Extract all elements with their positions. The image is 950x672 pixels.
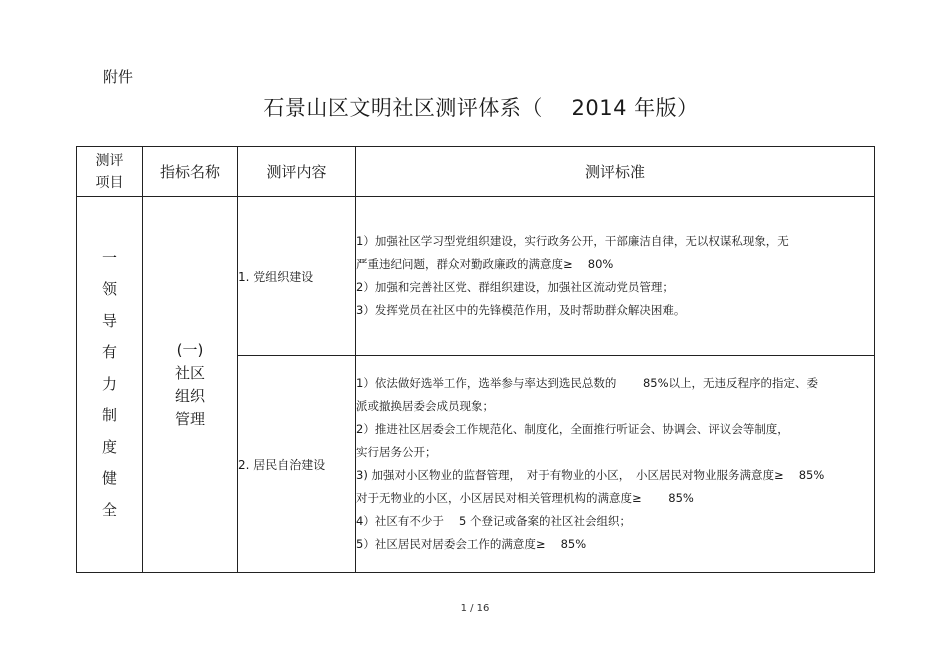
indicator-line: 管理 <box>174 409 205 428</box>
table-row <box>77 197 875 356</box>
standard-cell <box>356 197 875 356</box>
indicator-text <box>143 339 237 431</box>
standard-line: 5）社区居民对居委会工作的满意度≥ 85% <box>356 537 587 551</box>
category-char: 健 <box>101 469 117 488</box>
evaluation-table <box>76 146 875 573</box>
standard-line: 对于无物业的小区，小区居民对相关管理机构的满意度≥ 85% <box>356 491 694 505</box>
content-cell: 1. 党组织建设 <box>238 197 356 356</box>
header-standard: 测评标准 <box>356 147 875 197</box>
indicator-line: 组织 <box>174 386 205 405</box>
attachment-label: 附件 <box>103 68 134 86</box>
header-item-line1: 测评 <box>95 152 124 169</box>
category-char: 一 <box>101 248 117 267</box>
standard-cell <box>356 356 875 573</box>
header-content: 测评内容 <box>238 147 356 197</box>
category-text <box>77 243 142 527</box>
category-char: 有 <box>101 343 117 362</box>
category-char: 度 <box>101 437 117 456</box>
category-char: 制 <box>101 406 117 425</box>
standard-line: 1）加强社区学习型党组织建设，实行政务公开，干部廉洁自律，无以权谋私现象，无 <box>356 234 789 248</box>
standard-line: 1）依法做好选举工作，选举参与率达到选民总数的 85%以上，无违反程序的指定、委 <box>356 376 819 390</box>
page-indicator: 1 / 16 <box>460 603 490 614</box>
category-char: 力 <box>101 374 117 393</box>
standard-line: 4）社区有不少于 5 个登记或备案的社区社会组织； <box>356 514 631 528</box>
header-item-line2: 项目 <box>95 174 124 191</box>
header-row <box>77 147 875 197</box>
standard-line: 2）加强和完善社区党、群组织建设，加强社区流动党员管理； <box>356 280 674 294</box>
standard-line: 2）推进社区居委会工作规范化、制度化，全面推行听证会、协调会、评议会等制度， <box>356 422 789 436</box>
standard-line: 严重违纪问题，群众对勤政廉政的满意度≥ 80% <box>356 257 614 271</box>
category-char: 全 <box>101 500 117 519</box>
standard-line: 3）发挥党员在社区中的先锋模范作用，及时帮助群众解决困难。 <box>356 303 686 317</box>
document-title: 石景山区文明社区测评体系（ 2014 年版） <box>263 96 699 120</box>
standard-line: 实行居务公开； <box>356 445 437 459</box>
category-char: 导 <box>101 311 117 330</box>
indicator-line: (一) <box>176 340 204 359</box>
category-char: 领 <box>101 280 117 299</box>
standard-line: 派或撤换居委会成员现象； <box>356 399 494 413</box>
category-cell <box>77 197 143 573</box>
header-item <box>77 147 143 197</box>
indicator-line: 社区 <box>174 363 205 382</box>
header-indicator: 指标名称 <box>143 147 238 197</box>
standard-line: 3) 加强对小区物业的监督管理， 对于有物业的小区， 小区居民对物业服务满意度≥ 85% <box>356 468 825 482</box>
content-cell: 2. 居民自治建设 <box>238 356 356 573</box>
indicator-cell <box>143 197 238 573</box>
